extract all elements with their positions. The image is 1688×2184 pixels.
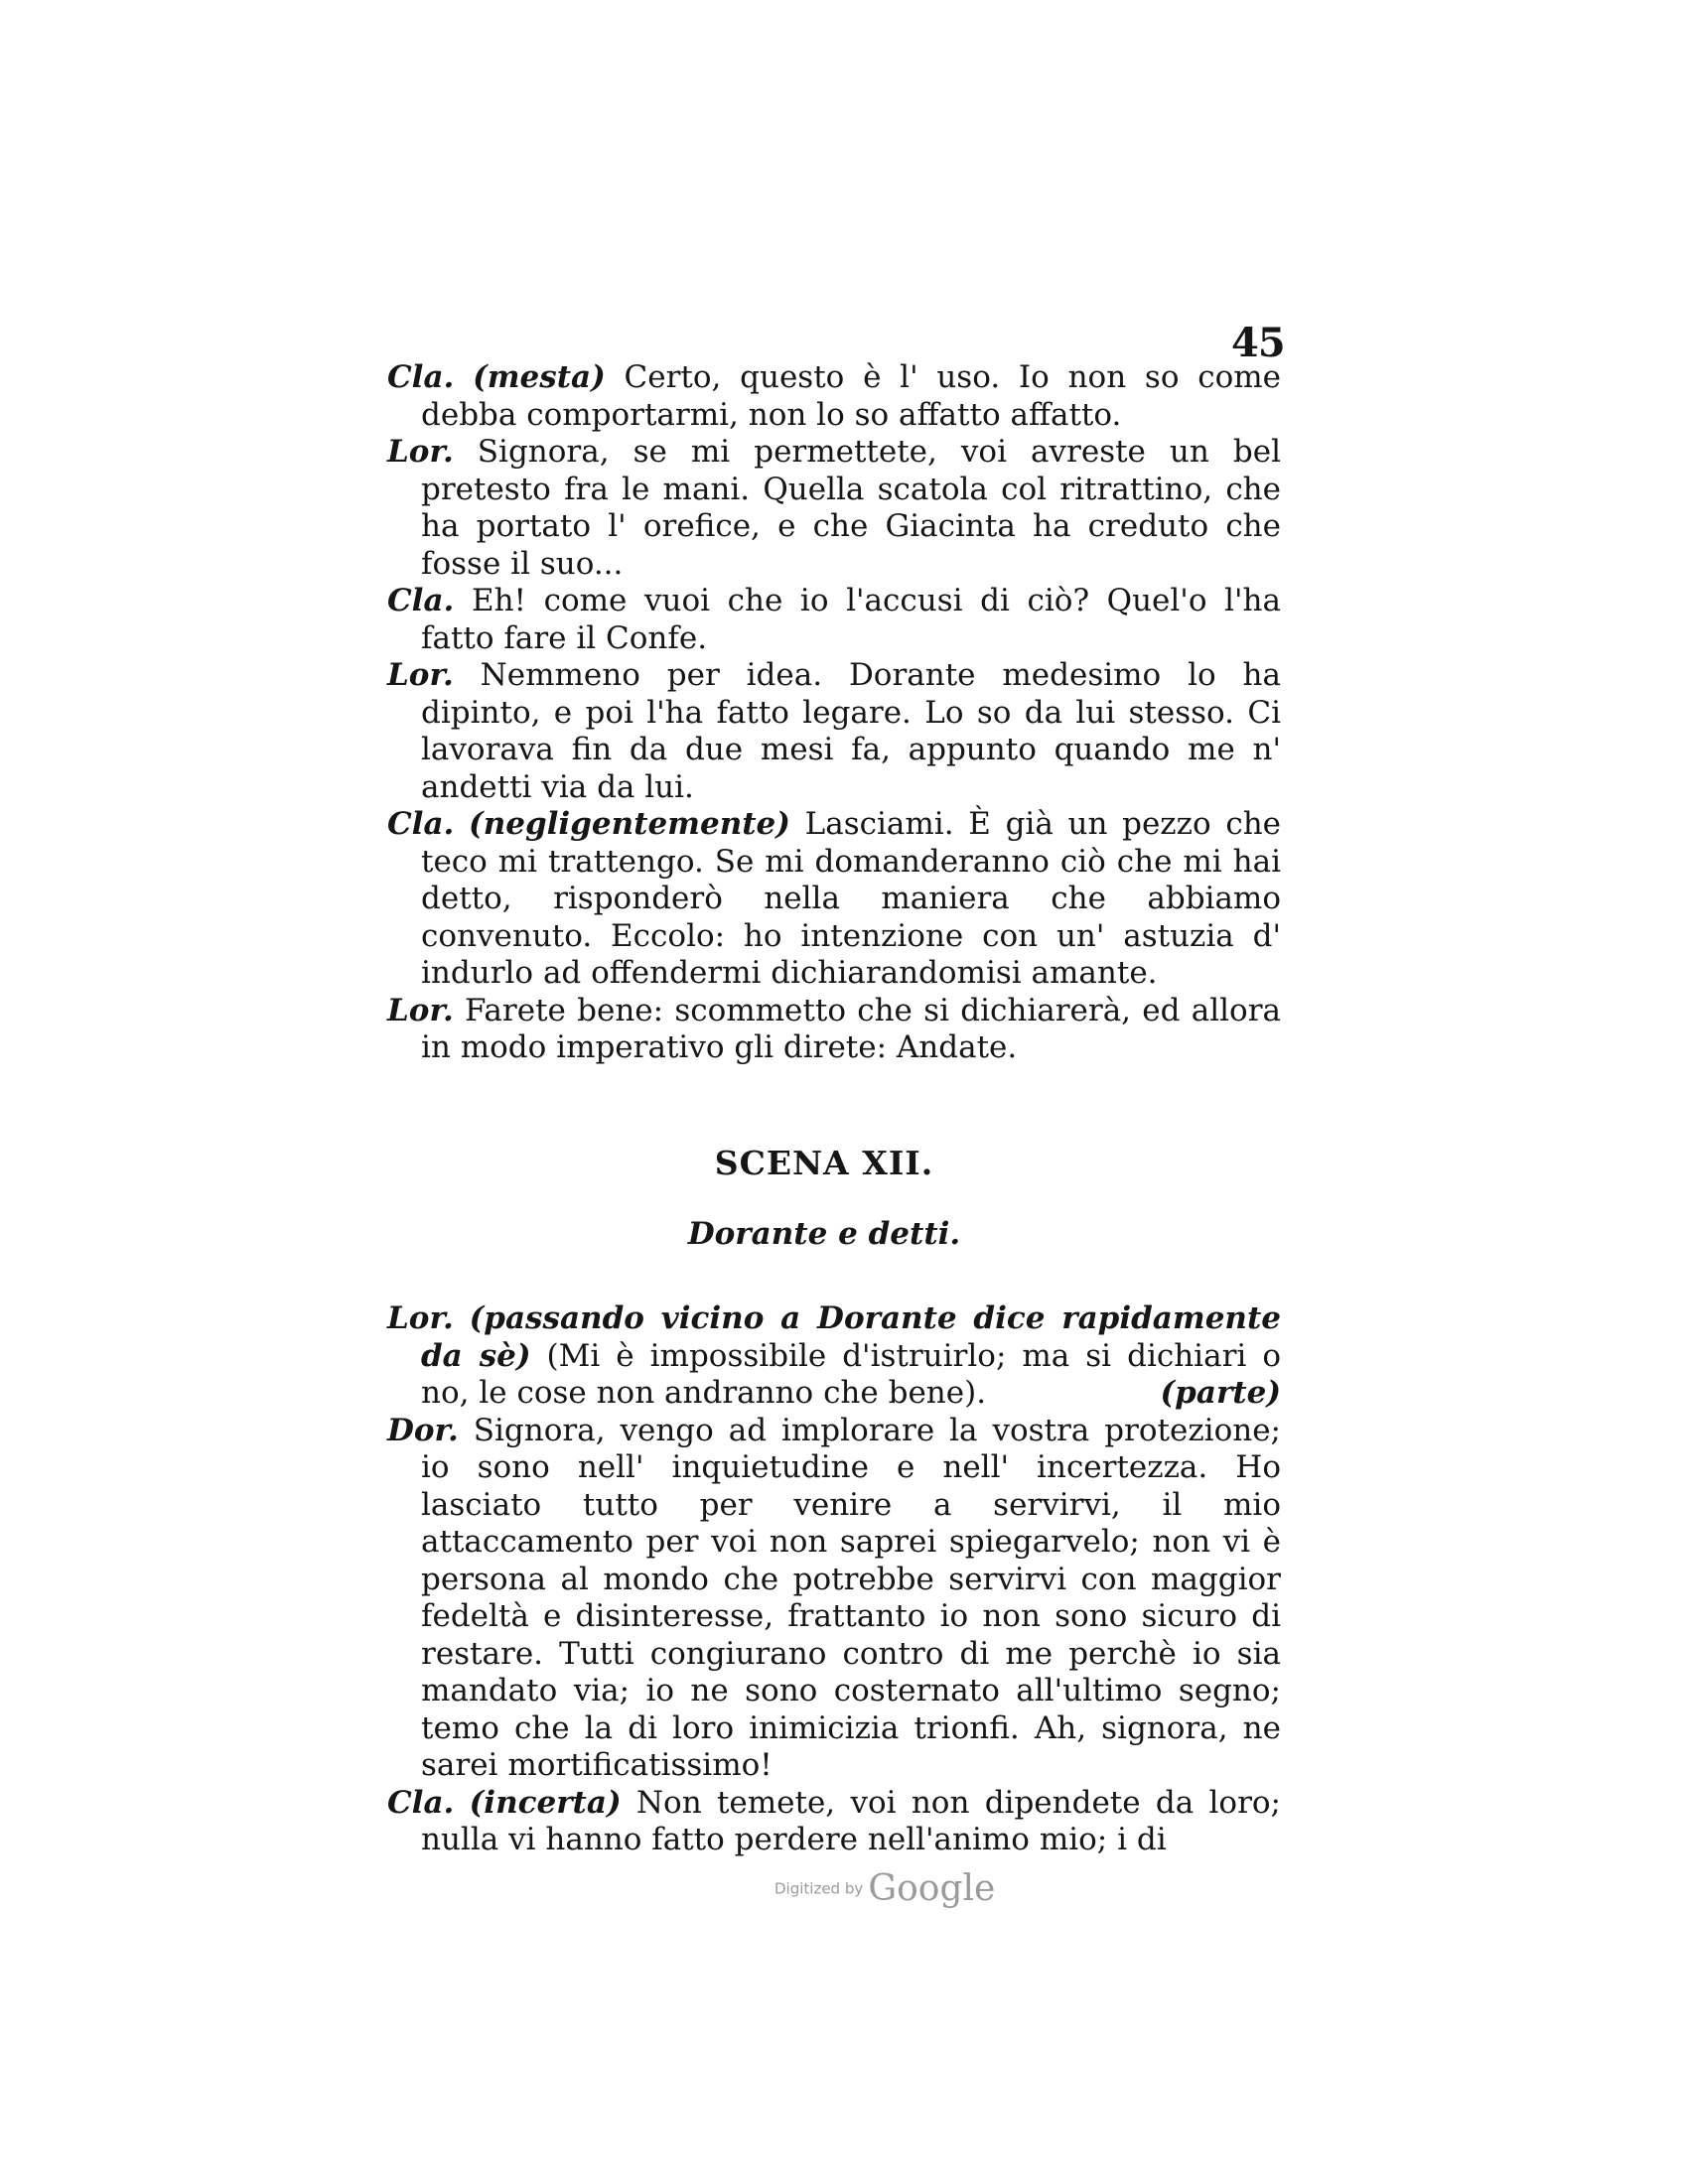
scene-title: SCENA XII.	[714, 1144, 934, 1182]
speech-line: Lor. Signora, se mi permettete, voi avreste un bel pretesto fra le mani. Quella scatola col ritrattino, che ha portato l' orefice, e che Giacinta ha creduto che fosse il suo...	[387, 434, 1281, 582]
google-logo: Google	[868, 1868, 996, 1909]
page-number: 45	[1231, 320, 1285, 366]
speech-line: Cla. Eh! come vuoi che io l'accusi di ciò? Quel'o l'ha fatto fare il Confe.	[387, 583, 1281, 656]
speech-line: Dor. Signora, vengo ad implorare la vostra protezione; io sono nell' inquietudine e nell' incertezza. Ho lasciato tutto per venire a servirvi, il mio attaccamento per voi non saprei spiegarvelo; non vi è persona al mondo che potrebbe servirvi con maggior fedeltà e disinteresse, frattanto io non sono sicuro di restare. Tutti congiurano contro di me perchè io sia mandato via; io ne sono costernato all'ultimo segno; temo che la di loro inimicizia trionfi. Ah, signora, ne sarei mortificatissimo!	[387, 1412, 1282, 1783]
speech-line: Lor. (passando vicino a Dorante dice rapidamente da sè) (Mi è impossibile d'istruirlo; ma si dichiari o no, le cose non andranno che bene). (parte)	[387, 1300, 1281, 1411]
scene-cast: Dorante e detti.	[687, 1216, 961, 1252]
speech-line: Cla. (negligentemente) Lasciami. È già un pezzo che teco mi trattengo. Se mi domanderanno ciò che mi hai detto, risponderò nella maniera che abbiamo convenuto. Eccolo: ho intenzione con un' astuzia d' indurlo ad offendermi dichiarandomisi amante.	[387, 806, 1282, 991]
speech-line: Lor. Farete bene: scommetto che si dichiarerà, ed allora in modo imperativo gli direte: Andate.	[387, 992, 1281, 1065]
exit-direction: (parte)	[1160, 1375, 1281, 1411]
dialogue-section-2	[387, 1300, 1281, 1859]
dialogue-section-1	[387, 359, 1281, 1067]
watermark-prefix: Digitized by	[774, 1879, 864, 1898]
speech-line: Cla. (incerta) Non temete, voi non dipendete da loro; nulla vi hanno fatto perdere nell'animo mio; i di	[387, 1784, 1282, 1857]
speech-line: Lor. Nemmeno per idea. Dorante medesimo lo ha dipinto, e poi l'ha fatto legare. Lo so da lui stesso. Ci lavorava fin da due mesi fa, appunto quando me n' andetti via da lui.	[387, 657, 1281, 805]
speech-line: Cla. (mesta) Certo, questo è l' uso. Io non so come debba comportarmi, non lo so affatto affatto.	[387, 359, 1281, 433]
digitized-watermark	[774, 1868, 995, 1909]
